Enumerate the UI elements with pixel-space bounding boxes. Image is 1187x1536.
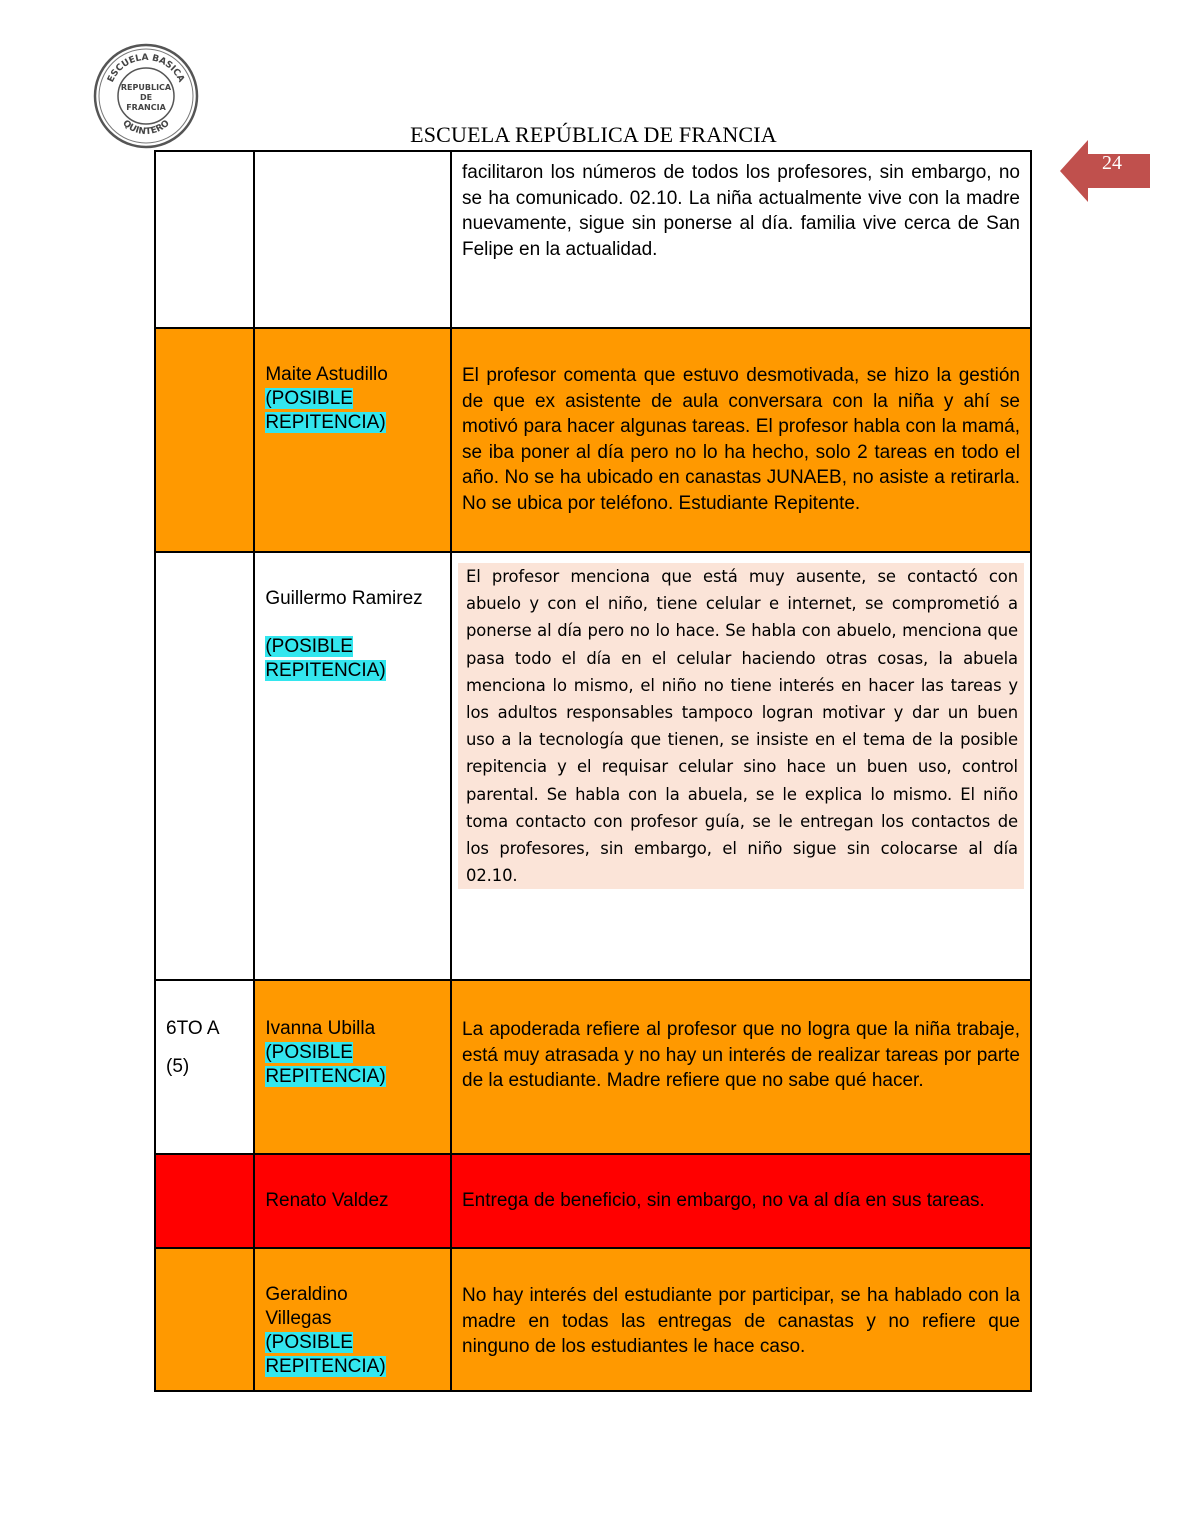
- table-row: [155, 1154, 1031, 1248]
- document-header-title: ESCUELA REPÚBLICA DE FRANCIA: [410, 122, 777, 147]
- svg-text:DE: DE: [139, 93, 153, 102]
- student-cell: [254, 552, 451, 980]
- description-cell: [451, 552, 1031, 980]
- course-cell: [155, 1154, 254, 1248]
- student-name: Guillermo Ramirez: [265, 588, 423, 609]
- student-cell: [254, 980, 451, 1154]
- student-cell: [254, 151, 451, 328]
- course-cell: [155, 151, 254, 328]
- repetition-tag: (POSIBLE REPITENCIA): [265, 636, 386, 681]
- page-number: 24: [1102, 152, 1122, 174]
- description-text: El profesor menciona que está muy ausente, se contactó con abuelo y con el niño, tiene celular e internet, se comprometió a ponerse al día pero no lo hace. Se habla con abuelo, menciona que pasa todo el día en el celular haciendo otras cosas, la abuela menciona lo mismo, el niño no tiene interés en hacer las tareas y los adultos responsables tampoco logran motivar y dar un buen uso a la tecnología que tienen, se insiste en el tema de la posible repitencia y el requisar celular sino hace un buen uso, control parental. Se habla con la abuela, se le explica lo mismo. El niño toma contacto con profesor guía, se le entregan los contactos de los profesores, sin embargo, el niño sigue sin colocarse al día 02.10.: [458, 563, 1024, 889]
- svg-text:FRANCIA: FRANCIA: [126, 103, 166, 112]
- course-label: 6TO A: [166, 1018, 220, 1039]
- table-row: [155, 151, 1031, 328]
- table-row: [155, 980, 1031, 1154]
- description-cell: [451, 980, 1031, 1154]
- table-row: [155, 328, 1031, 552]
- student-cell: [254, 1248, 451, 1391]
- svg-text:REPUBLICA: REPUBLICA: [120, 83, 172, 92]
- table-row: [155, 552, 1031, 980]
- svg-text:ESCUELA BASICA: ESCUELA BASICA: [106, 52, 186, 85]
- repetition-tag: (POSIBLE REPITENCIA): [265, 388, 386, 433]
- description-cell: [451, 328, 1031, 552]
- student-report-table: [154, 150, 1032, 1392]
- course-cell: [155, 328, 254, 552]
- description-text: El profesor comenta que estuvo desmotivada, se hizo la gestión de que ex asistente de aula conversara con la niña y ahí se motivó para hacer algunas tareas. El profesor habla con la mamá, se iba poner al día pero no lo ha hecho, solo 2 tareas en todo el año. No se ha ubicado en canastas JUNAEB, no asiste a retirarla. No se ubica por teléfono. Estudiante Repitente.: [462, 365, 1020, 514]
- svg-text:QUINTERO: QUINTERO: [120, 118, 172, 138]
- student-cell: [254, 328, 451, 552]
- repetition-tag: (POSIBLE REPITENCIA): [265, 1332, 386, 1377]
- course-count: (5): [166, 1056, 190, 1077]
- description-text: facilitaron los números de todos los profesores, sin embargo, no se ha comunicado. 02.10. La niña actualmente vive con la madre nuevamente, sigue sin ponerse al día. familia vive cerca de San Felipe en la actualidad.: [462, 162, 1020, 260]
- course-cell: [155, 552, 254, 980]
- repetition-tag: (POSIBLE REPITENCIA): [265, 1042, 386, 1087]
- student-name: Renato Valdez: [265, 1190, 389, 1211]
- description-cell: [451, 1248, 1031, 1391]
- description-text: La apoderada refiere al profesor que no logra que la niña trabaje, está muy atrasada y no hay un interés de realizar tareas por parte de la estudiante. Madre refiere que no sabe qué hacer.: [462, 1019, 1020, 1091]
- description-text: No hay interés del estudiante por participar, se ha hablado con la madre en todas las entregas de canastas y no refiere que ninguno de los estudiantes le hace caso.: [462, 1285, 1020, 1357]
- description-cell: [451, 1154, 1031, 1248]
- student-name: Maite Astudillo: [265, 364, 388, 385]
- student-name: Ivanna Ubilla: [265, 1018, 376, 1039]
- course-cell: [155, 1248, 254, 1391]
- table-row: [155, 1248, 1031, 1391]
- student-cell: [254, 1154, 451, 1248]
- course-cell: [155, 980, 254, 1154]
- description-text: Entrega de beneficio, sin embargo, no va al día en sus tareas.: [462, 1190, 985, 1211]
- student-name: Geraldino Villegas: [265, 1284, 348, 1329]
- description-cell: [451, 151, 1031, 328]
